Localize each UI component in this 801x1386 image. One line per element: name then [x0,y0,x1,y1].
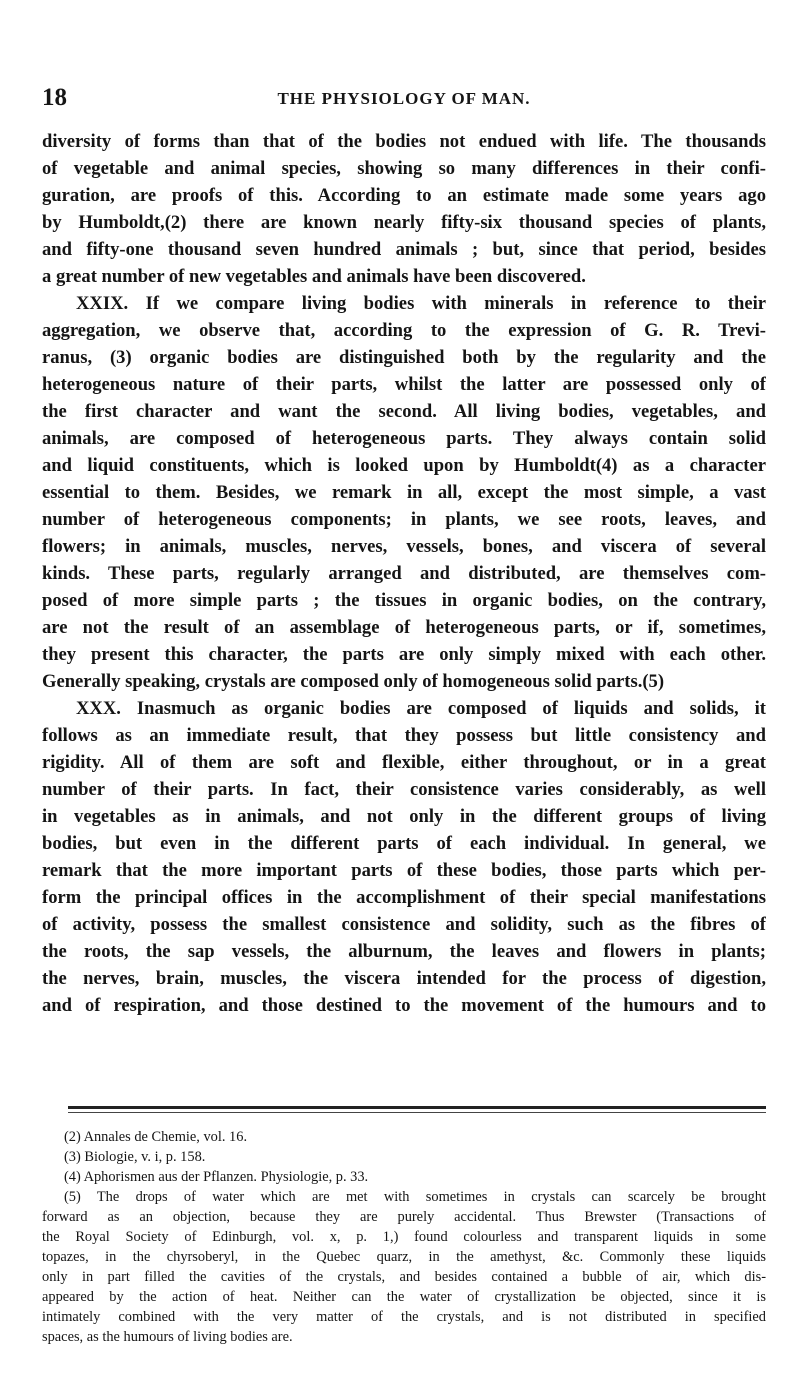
body-line: of activity, possess the smallest consistence and solidity, such as the fibres of [42,914,766,935]
body-line: in vegetables as in animals, and not only in the different groups of living [42,806,766,827]
body-line: remark that the more important parts of these bodies, those parts which per- [42,860,766,881]
body-line: form the principal offices in the accomplishment of their special manifestations [42,887,766,908]
body-line: kinds. These parts, regularly arranged and distributed, are themselves com- [42,563,766,584]
body-line: bodies, but even in the different parts of each individual. In general, we [42,833,766,854]
body-line: essential to them. Besides, we remark in all, except the most simple, a vast [42,482,766,503]
body-line: heterogeneous nature of their parts, whilst the latter are possessed only of [42,374,766,395]
body-line: the roots, the sap vessels, the alburnum, the leaves and flowers in plants; [42,941,766,962]
body-line: posed of more simple parts ; the tissues in organic bodies, on the contrary, [42,590,766,611]
body-line: flowers; in animals, muscles, nerves, vessels, bones, and viscera of several [42,536,766,557]
body-line: aggregation, we observe that, according to the expression of G. R. Trevi- [42,320,766,341]
page-number: 18 [42,84,67,111]
body-line: guration, are proofs of this. According to an estimate made some years ago [42,185,766,206]
footnote-line: topazes, in the chyrsoberyl, in the Quebec quarz, in the amethyst, &c. Commonly these liquids [42,1249,766,1265]
body-line: are not the result of an assemblage of heterogeneous parts, or if, sometimes, [42,617,766,638]
body-line: animals, are composed of heterogeneous parts. They always contain solid [42,428,766,449]
body-line: a great number of new vegetables and animals have been discovered. [42,266,586,287]
footnote-line: (3) Biologie, v. i, p. 158. [64,1149,206,1165]
footnote-line: spaces, as the humours of living bodies are. [42,1329,293,1345]
footnote-line: forward as an objection, because they are purely accidental. Thus Brewster (Transactions of [42,1209,766,1225]
footnote-line: (4) Aphorismen aus der Pflanzen. Physiologie, p. 33. [64,1169,369,1185]
running-title: THE PHYSIOLOGY OF MAN. [277,89,531,108]
footnote-line: (2) Annales de Chemie, vol. 16. [64,1129,248,1145]
body-line: ranus, (3) organic bodies are distinguished both by the regularity and the [42,347,766,368]
footnote-line: appeared by the action of heat. Neither can the water of crystallization be objected, since it is [42,1289,766,1305]
footnote-line: only in part filled the cavities of the crystals, and besides contained a bubble of air, which dis- [42,1269,766,1285]
footnote-line: the Royal Society of Edinburgh, vol. x, p. 1,) found colourless and transparent liquids in some [42,1229,766,1245]
body-line: number of heterogeneous components; in plants, we see roots, leaves, and [42,509,766,530]
body-line: and of respiration, and those destined to the movement of the humours and to [42,995,766,1016]
footnote-divider-thin [68,1112,766,1113]
body-line: number of their parts. In fact, their consistence varies considerably, as well [42,779,766,800]
footnote-line: intimately combined with the very matter of the crystals, and is not distributed in specified [42,1309,766,1325]
body-line: rigidity. All of them are soft and flexible, either throughout, or in a great [42,752,766,773]
footnote-divider [68,1106,766,1109]
body-line: by Humboldt,(2) there are known nearly fifty-six thousand species of plants, [42,212,766,233]
body-line: XXIX. If we compare living bodies with minerals in reference to their [76,293,766,314]
footnote-line: (5) The drops of water which are met with sometimes in crystals can scarcely be brought [64,1189,766,1205]
body-line: of vegetable and animal species, showing so many differences in their confi- [42,158,766,179]
body-text [42,128,766,1019]
body-line: they present this character, the parts are only simply mixed with each other. [42,644,766,665]
body-line: the nerves, brain, muscles, the viscera intended for the process of digestion, [42,968,766,989]
footnotes [42,1127,766,1347]
body-line: the first character and want the second. All living bodies, vegetables, and [42,401,766,422]
body-line: and fifty-one thousand seven hundred animals ; but, since that period, besides [42,239,766,260]
page-header [42,84,766,114]
body-line: XXX. Inasmuch as organic bodies are composed of liquids and solids, it [76,698,766,719]
body-line: follows as an immediate result, that they possess but little consistency and [42,725,766,746]
body-line: diversity of forms than that of the bodies not endued with life. The thousands [42,131,766,152]
body-line: and liquid constituents, which is looked upon by Humboldt(4) as a character [42,455,766,476]
body-line: Generally speaking, crystals are composed only of homogeneous solid parts.(5) [42,671,665,692]
